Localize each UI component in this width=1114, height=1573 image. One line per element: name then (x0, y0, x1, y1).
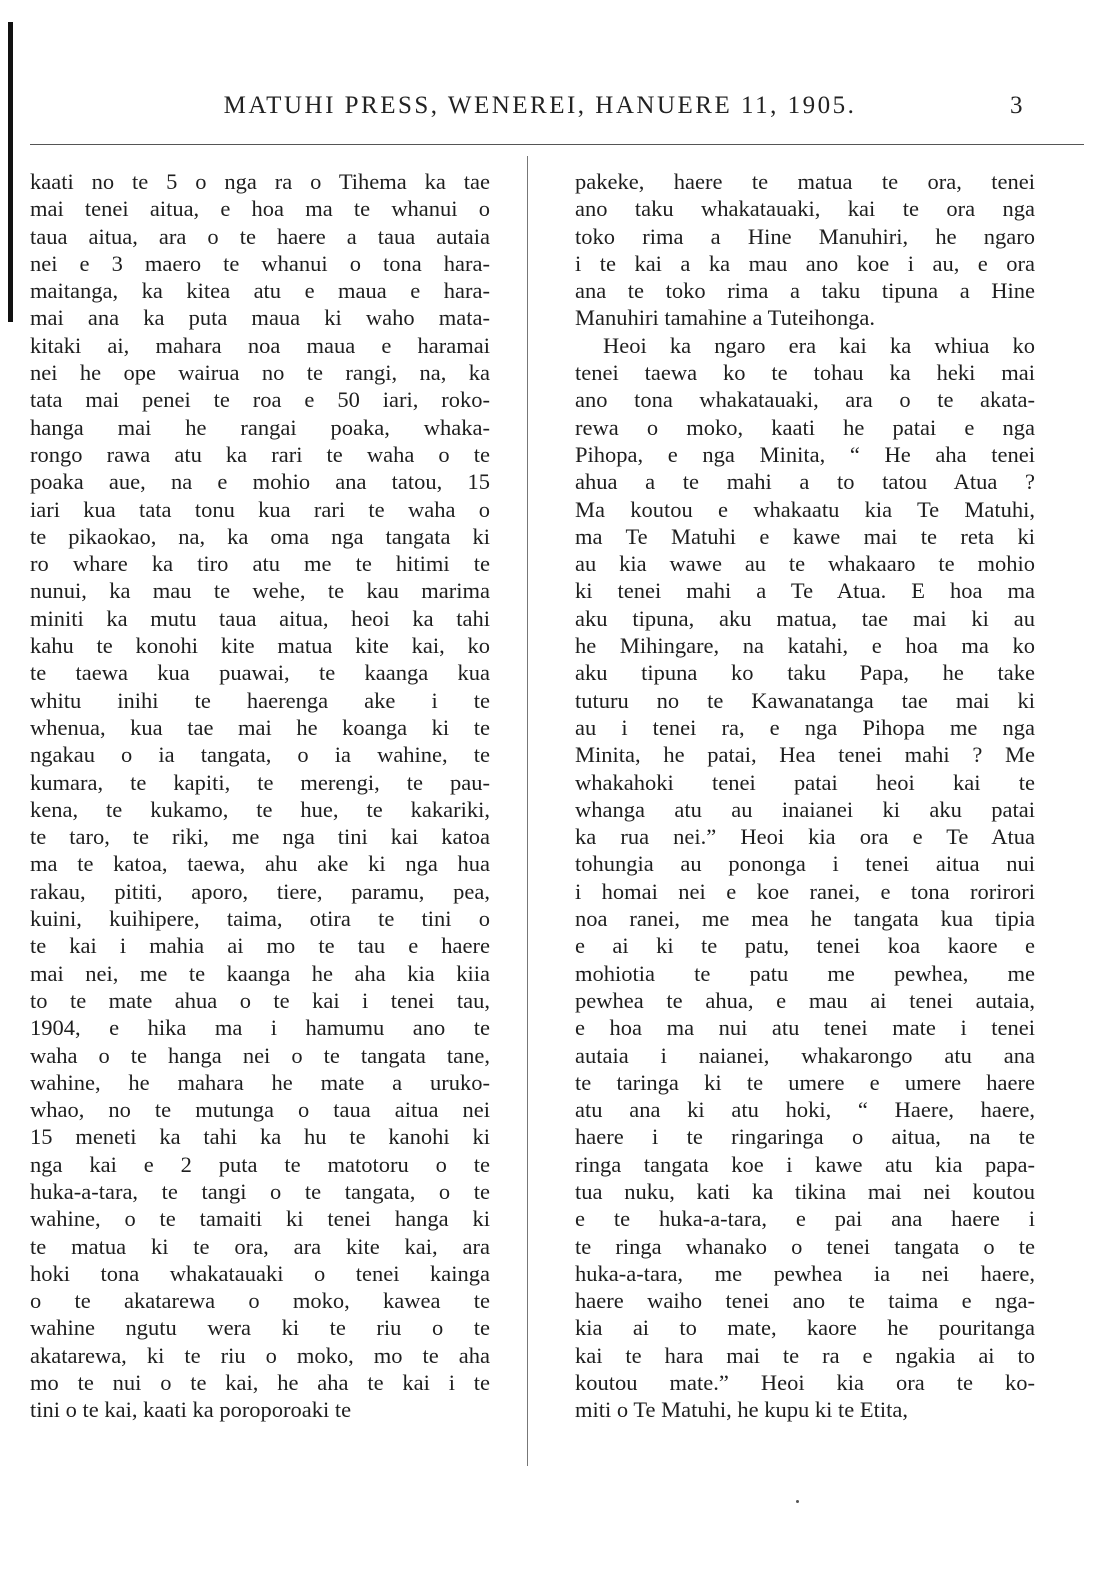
running-head-title: MATUHI PRESS, WENEREI, HANUERE 11, 1905. (223, 92, 857, 119)
text-line: ngakau o ia tangata, o ia wahine, te (30, 742, 490, 768)
text-line: te matua ki te ora, ara kite kai, ara (30, 1233, 490, 1259)
text-line: e ai ki te patu, tenei koa kaore e (575, 933, 1035, 959)
text-line: kumara, te kapiti, te merengi, te pau- (30, 769, 490, 795)
text-line: whakahoki tenei patai heoi kai te (575, 769, 1035, 795)
text-line: hanga mai he rangai poaka, whaka- (30, 414, 490, 440)
left-column (30, 168, 490, 1424)
text-line: 15 meneti ka tahi ka hu te kanohi ki (30, 1124, 490, 1150)
text-line: Heoi ka ngaro era kai ka whiua ko (603, 332, 1035, 358)
text-line: miti o Te Matuhi, he kupu ki te Etita, (575, 1397, 908, 1423)
text-line: tua nuku, kati ka tikina mai nei koutou (575, 1178, 1035, 1204)
text-line: ma Te Matuhi e kawe mai te reta ki (575, 523, 1035, 549)
text-line: i te kai a ka mau ano koe i au, e ora (575, 250, 1035, 276)
text-line: iari kua tata tonu kua rari te waha o (30, 496, 490, 522)
text-line: kena, te kukamo, te hue, te kakariki, (30, 796, 490, 822)
text-line: huka-a-tara, te tangi o te tangata, o te (30, 1178, 490, 1204)
text-line: atu ana ki atu hoki, “ Haere, haere, (575, 1097, 1035, 1123)
text-line: ano taku whakatauaki, kai te ora nga (575, 196, 1035, 222)
text-line: kitaki ai, mahara noa maua e haramai (30, 332, 490, 358)
text-line: tini o te kai, kaati ka poroporoaki te (30, 1397, 352, 1423)
text-line: te pikaokao, na, ka oma nga tangata ki (30, 523, 490, 549)
text-line: rongo rawa atu ka rari te waha o te (30, 441, 490, 467)
text-line: aku tipuna ko taku Papa, he take (575, 660, 1035, 686)
text-line: te ringa whanako o tenei tangata o te (575, 1233, 1035, 1259)
text-line: te kai i mahia ai mo te tau e haere (30, 933, 490, 959)
text-line: e te huka-a-tara, e pai ana haere i (575, 1206, 1035, 1232)
text-line: e hoa ma nui atu tenei mate i tenei (575, 1015, 1035, 1041)
text-line: rakau, pititi, aporo, tiere, paramu, pea, (30, 878, 490, 904)
text-line: Manuhiri tamahine a Tuteihonga. (575, 305, 875, 331)
text-line: kuini, kuihipere, taima, otira te tini o (30, 906, 490, 932)
text-line: te taringa ki te umere e umere haere (575, 1069, 1035, 1095)
text-line: wahine, he mahara he mate a uruko- (30, 1069, 490, 1095)
text-line: mai nei, me te kaanga he aha kia kiia (30, 960, 490, 986)
page-header (0, 92, 1114, 132)
text-line: ana te toko rima a taku tipuna a Hine (575, 278, 1035, 304)
text-line: au i tenei ra, e nga Pihopa me nga (575, 714, 1035, 740)
text-line: haere i te ringaringa o aitua, na te (575, 1124, 1035, 1150)
text-line: noa ranei, me mea he tangata kua tipia (575, 906, 1035, 932)
text-line: nga kai e 2 puta te matotoru o te (30, 1151, 490, 1177)
text-line: te taewa kua puawai, te kaanga kua (30, 660, 490, 686)
text-line: nei he ope wairua no te rangi, na, ka (30, 360, 490, 386)
print-speck (796, 1500, 799, 1503)
text-line: ano tona whakatauaki, ara o te akata- (575, 387, 1035, 413)
text-line: kai te hara mai te ra e ngakia ai to (575, 1342, 1035, 1368)
text-line: miniti ka mutu taua aitua, heoi ka tahi (30, 605, 490, 631)
text-line: kia ai to mate, kaore he pouritanga (575, 1315, 1035, 1341)
text-line: au kia wawe au te whakaaro te mohio (575, 551, 1035, 577)
text-line: he Mihingare, na katahi, e hoa ma ko (575, 633, 1035, 659)
text-line: ka rua nei.” Heoi kia ora e Te Atua (575, 824, 1035, 850)
page-number: 3 (1010, 92, 1023, 119)
text-line: Pihopa, e nga Minita, “ He aha tenei (575, 441, 1035, 467)
text-line: whitu inihi te haerenga ake i te (30, 687, 490, 713)
text-line: whao, no te mutunga o taua aitua nei (30, 1097, 490, 1123)
text-line: mai ana ka puta maua ki waho mata- (30, 305, 490, 331)
column-divider (527, 156, 528, 1466)
text-line: tohungia au pononga i tenei aitua nui (575, 851, 1035, 877)
text-line: Minita, he patai, Hea tenei mahi ? Me (575, 742, 1035, 768)
page-edge-bar (8, 22, 13, 322)
text-line: aku tipuna, aku matua, tae mai ki au (575, 605, 1035, 631)
text-line: maitanga, ka kitea atu e maua e hara- (30, 278, 490, 304)
text-line: koutou mate.” Heoi kia ora te ko- (575, 1370, 1035, 1396)
text-line: waha o te hanga nei o te tangata tane, (30, 1042, 490, 1068)
text-line: taua aitua, ara o te haere a taua autaia (30, 223, 490, 249)
text-line: akatarewa, ki te riu o moko, mo te aha (30, 1342, 490, 1368)
text-line: Ma koutou e whakaatu kia Te Matuhi, (575, 496, 1035, 522)
text-line: 1904, e hika ma i hamumu ano te (30, 1015, 490, 1041)
text-line: o te akatarewa o moko, kawea te (30, 1288, 490, 1314)
text-line: mai tenei aitua, e hoa ma te whanui o (30, 196, 490, 222)
text-line: ahua a te mahi a to tatou Atua ? (575, 469, 1035, 495)
text-line: haere waiho tenei ano te taima e nga- (575, 1288, 1035, 1314)
text-line: to te mate ahua o te kai i tenei tau, (30, 987, 490, 1013)
text-line: pakeke, haere te matua te ora, tenei (575, 169, 1035, 194)
text-line: kahu te konohi kite matua kite kai, ko (30, 633, 490, 659)
text-line: autaia i naianei, whakarongo atu ana (575, 1042, 1035, 1068)
text-line: tenei taewa ko te tohau ka heki mai (575, 360, 1035, 386)
text-line: huka-a-tara, me pewhea ia nei haere, (575, 1260, 1035, 1286)
text-line: whenua, kua tae mai he koanga ki te (30, 714, 490, 740)
text-line: tata mai penei te roa e 50 iari, roko- (30, 387, 490, 413)
text-line: ma te katoa, taewa, ahu ake ki nga hua (30, 851, 490, 877)
text-line: nunui, ka mau te wehe, te kau marima (30, 578, 490, 604)
text-line: i homai nei e koe ranei, e tona rorirori (575, 878, 1035, 904)
text-line: nei e 3 maero te whanui o tona hara- (30, 250, 490, 276)
text-line: tuturu no te Kawanatanga tae mai ki (575, 687, 1035, 713)
text-line: whanga atu au inaianei ki aku patai (575, 796, 1035, 822)
text-line: te taro, te riki, me nga tini kai katoa (30, 824, 490, 850)
header-rule (30, 144, 1084, 145)
text-line: mohiotia te patu me pewhea, me (575, 960, 1035, 986)
text-line: wahine, o te tamaiti ki tenei hanga ki (30, 1206, 490, 1232)
right-column (575, 168, 1035, 1424)
text-line: kaati no te 5 o nga ra o Tihema ka tae (30, 169, 490, 194)
text-line: toko rima a Hine Manuhiri, he ngaro (575, 223, 1035, 249)
text-line: pewhea te ahua, e mau ai tenei autaia, (575, 987, 1035, 1013)
text-line: poaka aue, na e mohio ana tatou, 15 (30, 469, 490, 495)
text-line: rewa o moko, kaati he patai e nga (575, 414, 1035, 440)
text-line: wahine ngutu wera ki te riu o te (30, 1315, 490, 1341)
text-line: mo te nui o te kai, he aha te kai i te (30, 1370, 490, 1396)
text-line: ringa tangata koe i kawe atu kia papa- (575, 1151, 1035, 1177)
text-line: hoki tona whakatauaki o tenei kainga (30, 1260, 490, 1286)
text-line: ro whare ka tiro atu me te hitimi te (30, 551, 490, 577)
text-line: ki tenei mahi a Te Atua. E hoa ma (575, 578, 1035, 604)
